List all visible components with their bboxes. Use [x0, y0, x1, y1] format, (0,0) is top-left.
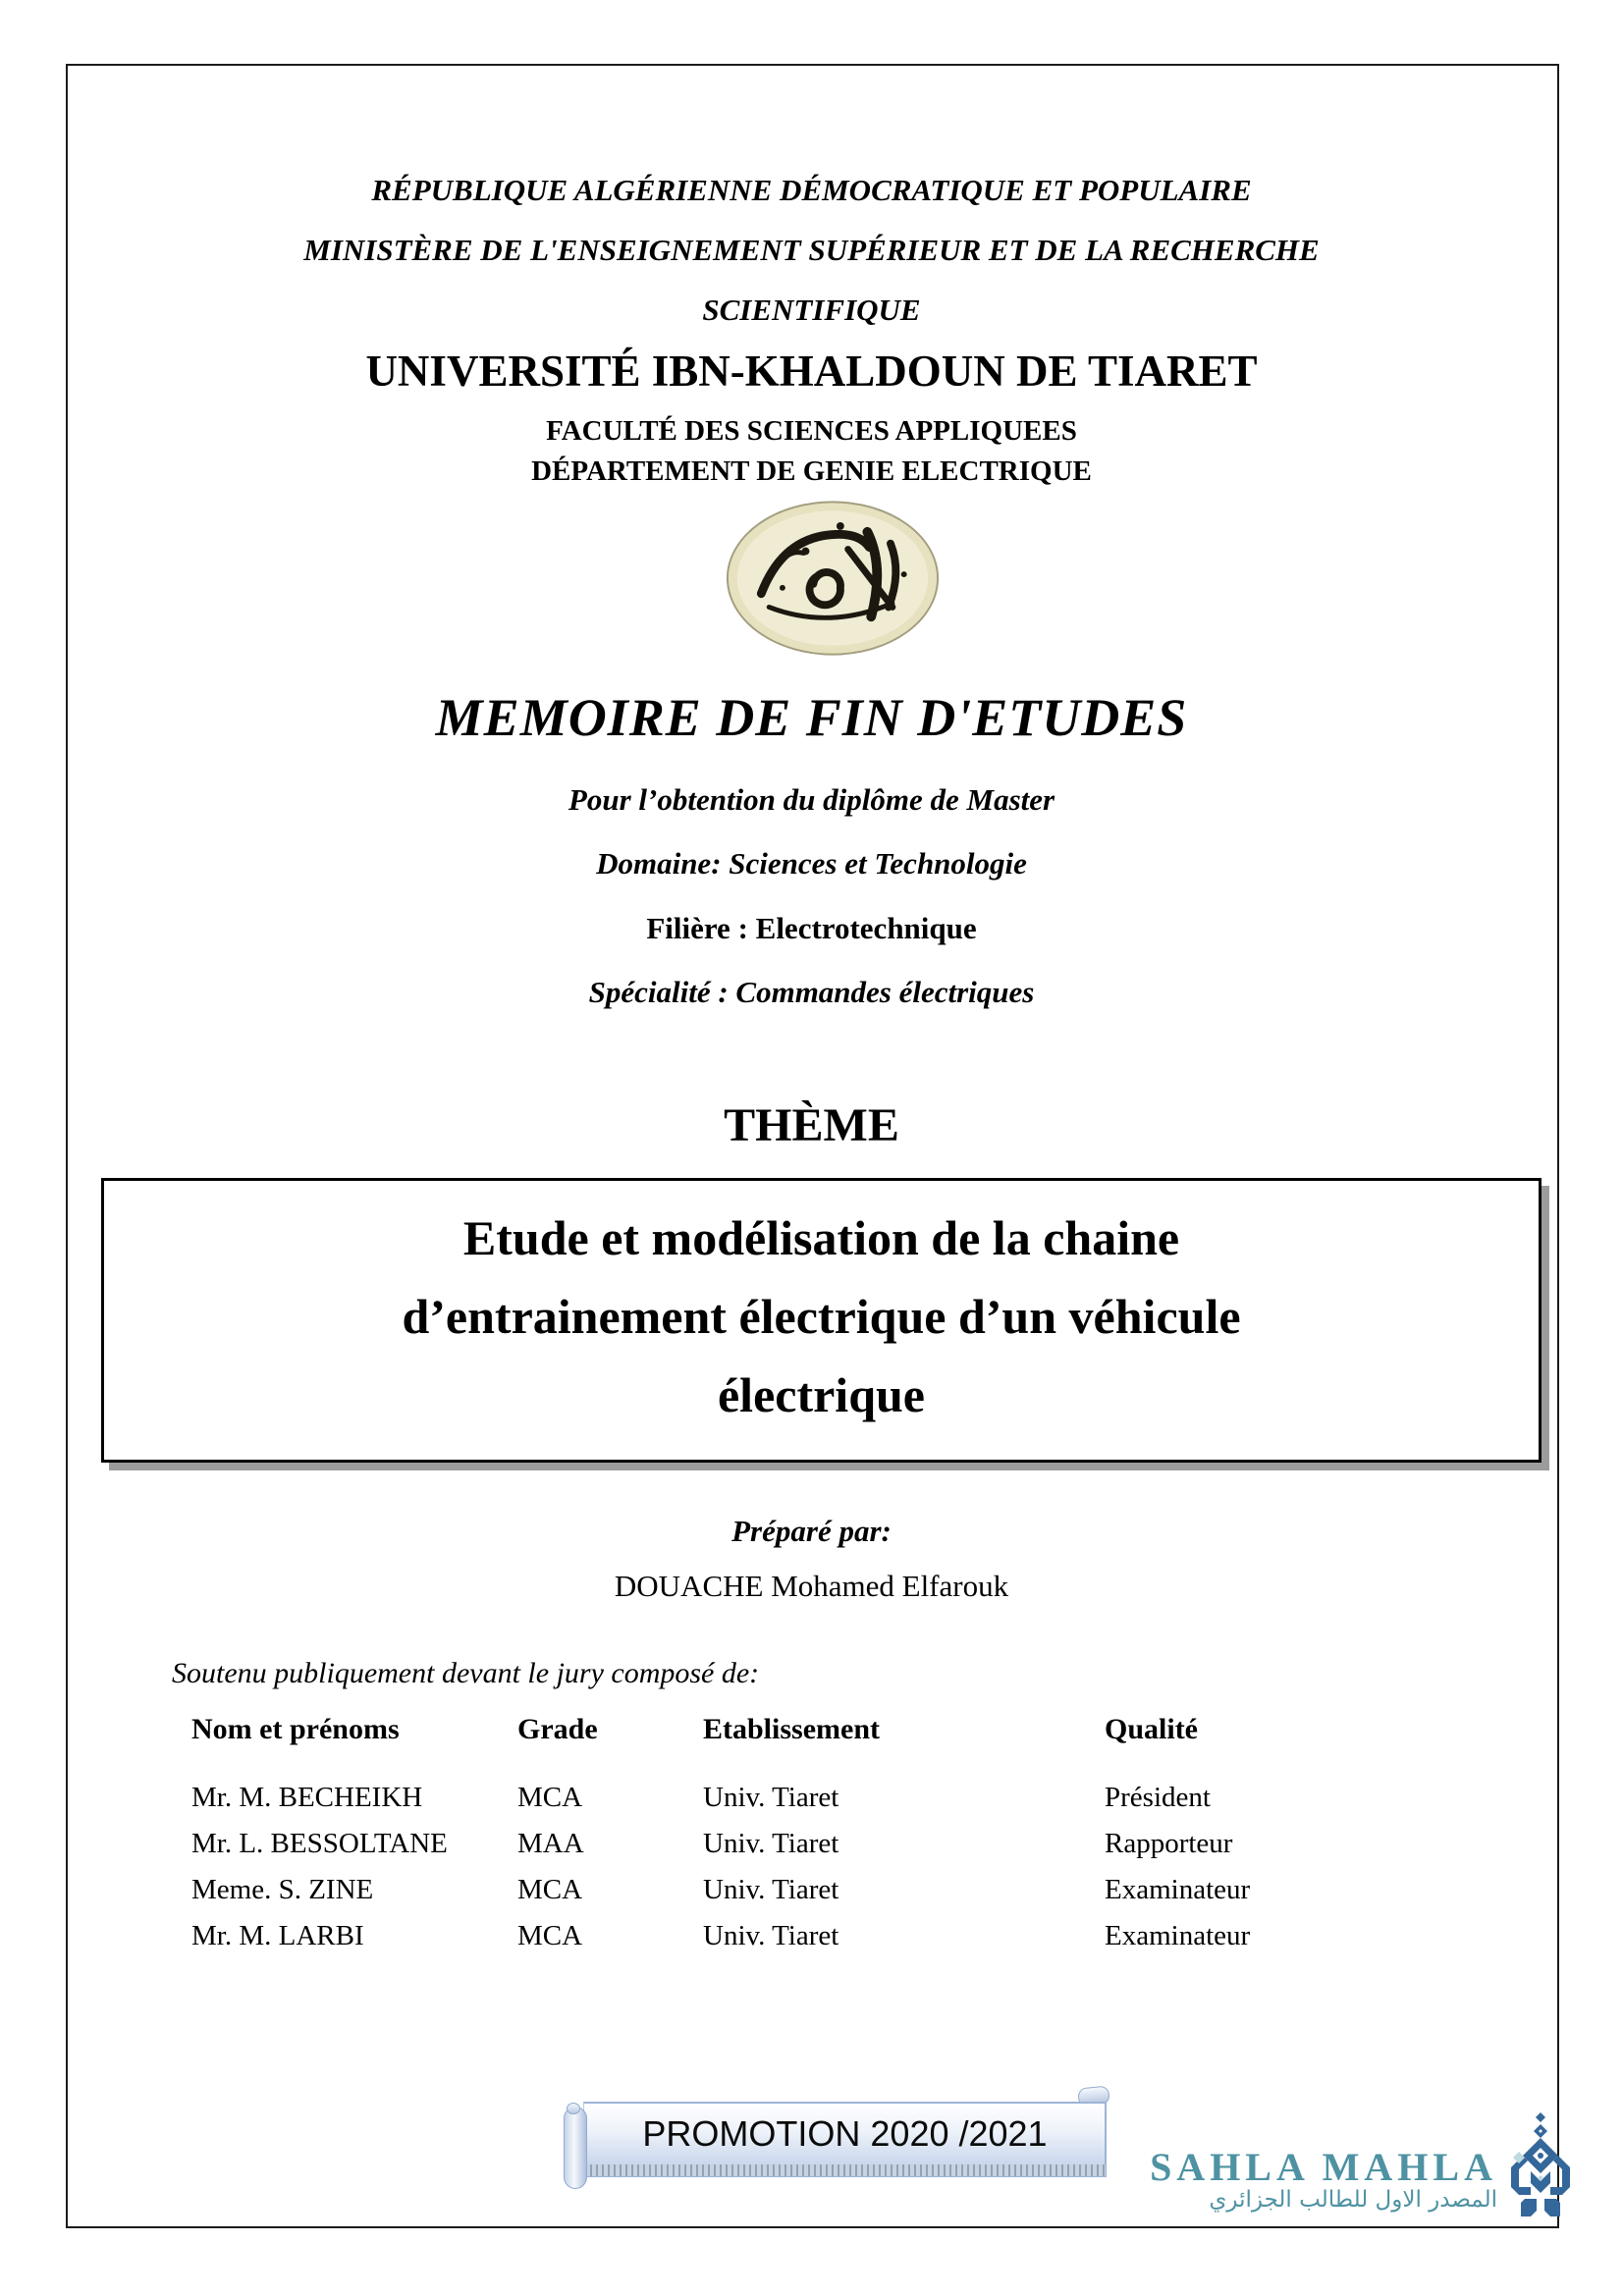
prepared-by-label: Préparé par: — [731, 1514, 892, 1548]
domaine-line: Domaine: Sciences et Technologie — [596, 846, 1027, 881]
theme-title-line-3: électrique — [717, 1367, 925, 1422]
theme-title-line-2: d’entrainement électrique d’un véhicule — [402, 1289, 1241, 1344]
sahla-mahla-logo-mark — [1500, 2112, 1581, 2222]
jury-cell-qualite: Examinateur — [1105, 1920, 1251, 1951]
faculty-name: FACULTÉ DES SCIENCES APPLIQUEES — [546, 415, 1077, 447]
jury-header-grade: Grade — [517, 1713, 598, 1745]
jury-cell-grade: MAA — [517, 1828, 584, 1859]
jury-header-qualite: Qualité — [1105, 1713, 1198, 1745]
university-name: UNIVERSITÉ IBN-KHALDOUN DE TIARET — [365, 347, 1258, 396]
jury-cell-grade: MCA — [517, 1782, 583, 1813]
jury-header-etablissement: Etablissement — [703, 1713, 880, 1745]
promotion-label: PROMOTION 2020 /2021 — [642, 2113, 1048, 2154]
jury-cell-etab: Univ. Tiaret — [703, 1920, 839, 1951]
ministry-line-2: SCIENTIFIQUE — [702, 293, 921, 327]
jury-cell-grade: MCA — [517, 1920, 583, 1951]
jury-cell-name: Mr. M. BECHEIKH — [191, 1782, 423, 1813]
jury-cell-qualite: Examinateur — [1105, 1874, 1251, 1905]
jury-intro: Soutenu publiquement devant le jury composé de: — [172, 1657, 760, 1689]
diploma-line: Pour l’obtention du diplôme de Master — [568, 782, 1055, 817]
jury-cell-name: Meme. S. ZINE — [191, 1874, 374, 1905]
department-name: DÉPARTEMENT DE GENIE ELECTRIQUE — [531, 455, 1092, 487]
jury-cell-qualite: Président — [1105, 1782, 1211, 1813]
university-seal-logo — [725, 499, 941, 658]
jury-cell-etab: Univ. Tiaret — [703, 1782, 839, 1813]
jury-cell-name: Mr. L. BESSOLTANE — [191, 1828, 448, 1859]
jury-cell-grade: MCA — [517, 1874, 583, 1905]
watermark-tagline: المصدر الاول للطالب الجزائري — [1209, 2187, 1497, 2213]
author-name: DOUACHE Mohamed Elfarouk — [614, 1569, 1009, 1603]
jury-cell-etab: Univ. Tiaret — [703, 1874, 839, 1905]
specialite-line: Spécialité : Commandes électriques — [588, 975, 1035, 1009]
ministry-line: MINISTÈRE DE L'ENSEIGNEMENT SUPÉRIEUR ET DE LA RECHERCHE — [303, 233, 1320, 267]
jury-cell-name: Mr. M. LARBI — [191, 1920, 364, 1951]
theme-heading: THÈME — [724, 1099, 899, 1151]
jury-cell-etab: Univ. Tiaret — [703, 1828, 839, 1859]
jury-cell-qualite: Rapporteur — [1105, 1828, 1233, 1859]
memoire-title: MEMOIRE DE FIN D'ETUDES — [435, 688, 1188, 747]
republic-line: RÉPUBLIQUE ALGÉRIENNE DÉMOCRATIQUE ET POPULAIRE — [371, 173, 1252, 207]
jury-header-nom: Nom et prénoms — [191, 1713, 400, 1745]
watermark-brand: SAHLA MAHLA — [1150, 2145, 1497, 2189]
banner-curl-knob — [567, 2103, 580, 2114]
filiere-line: Filière : Electrotechnique — [646, 911, 977, 945]
theme-title-line-1: Etude et modélisation de la chaine — [462, 1210, 1180, 1265]
